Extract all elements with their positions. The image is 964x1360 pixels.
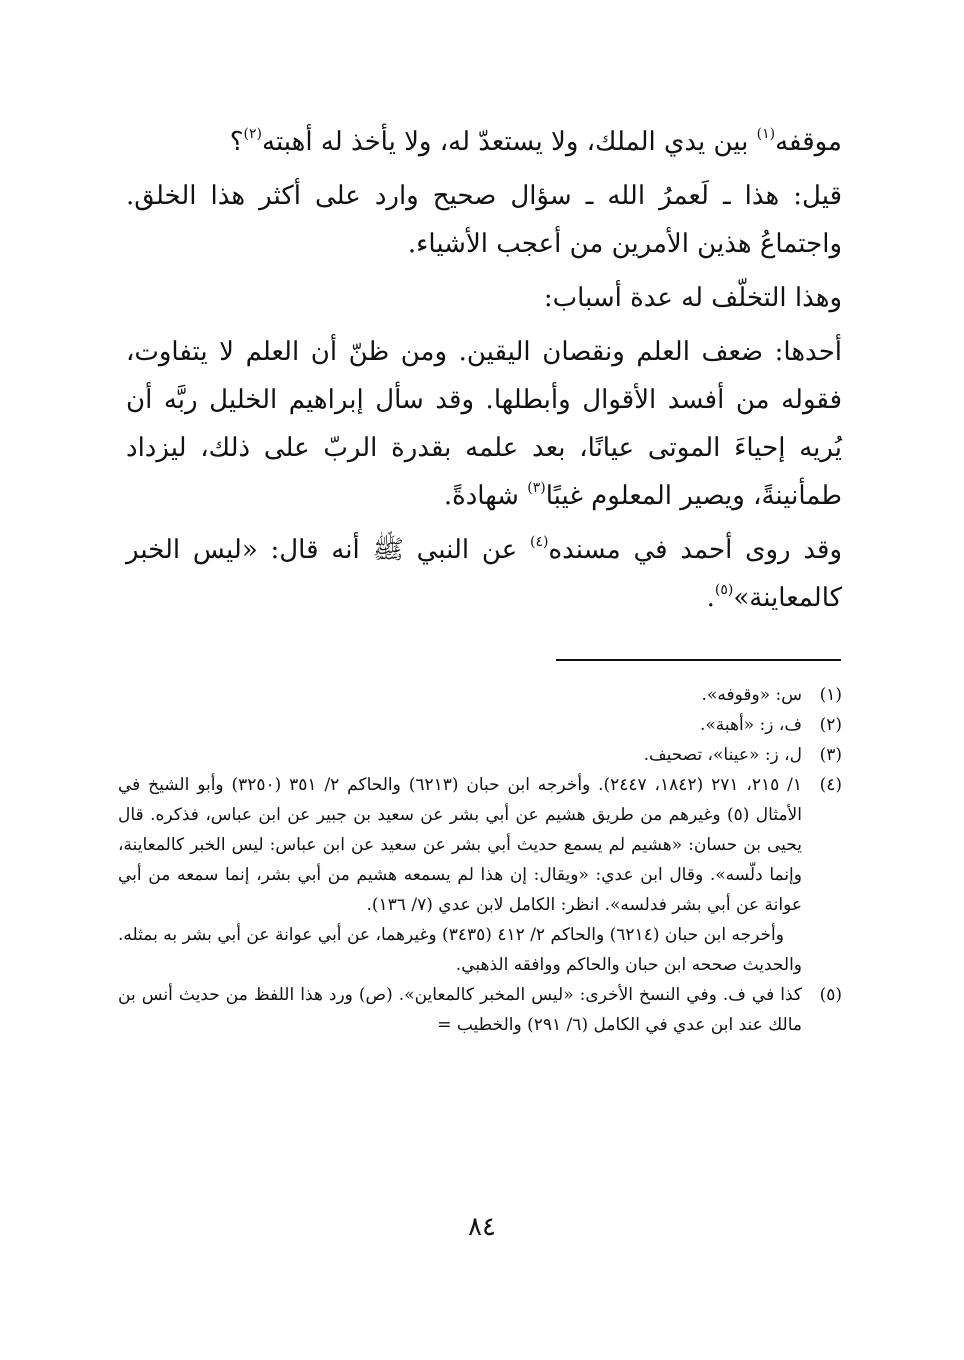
footnote-item [118, 740, 842, 770]
footnote-number: (٢) [819, 715, 842, 735]
footnote-marker: (١) [756, 126, 776, 142]
footnote-number: (٥) [819, 985, 842, 1005]
text-run: موقفه [775, 127, 842, 157]
footnote-text: ف، ز: «أهبة». [700, 715, 802, 735]
footnote-marker: (٥) [714, 582, 734, 598]
footnote-marker: (٢) [243, 126, 262, 142]
text-run: وقد روى أحمد في مسنده [548, 535, 842, 565]
footnote-number: (٤) [819, 775, 842, 795]
footnote-text: وأخرجه ابن حبان (٦٢١٤) والحاكم ٢/ ٤١٢ (٣٤٣٥) وغيرهما، عن أبي عوانة عن أبي بشر به بمثله. والحديث صححه ابن حبان والحاكم ووافقه الذهبي. [118, 925, 802, 975]
footnote-number: (١) [819, 685, 842, 705]
text-run: ؟ [229, 127, 244, 157]
footnote-body [118, 680, 802, 710]
main-paragraph [126, 172, 842, 268]
main-paragraph [126, 118, 842, 166]
footnote-item [118, 710, 842, 740]
footnote-item [118, 680, 842, 710]
main-paragraph [126, 328, 842, 520]
footnote-body [118, 770, 802, 980]
text-run: . [706, 583, 715, 613]
text-run: شهادةً. [443, 481, 528, 511]
footnote-item [118, 980, 842, 1040]
footnote-body [118, 980, 802, 1040]
text-run: أحدها: ضعف العلم ونقصان اليقين. ومن ظنّ أن العلم لا يتفاوت، فقوله من أفسد الأقوال وأبطلها. وقد سأل إبراهيم الخليل ربَّه أن يُريه إحياءَ الموتى عيانًا، بعد علمه بقدرة الربّ على ذلك، ليزداد طمأنينةً، ويصير المعلوم غيبًا [126, 337, 842, 511]
footnote-text: س: «وقوفه». [701, 685, 802, 705]
footnote-marker: (٤) [530, 534, 549, 550]
footnote-separator [556, 659, 841, 661]
footnote-text: ١/ ٢١٥، ٢٧١ (١٨٤٢، ٢٤٤٧). وأخرجه ابن حبان (٦٢١٣) والحاكم ٢/ ٣٥١ (٣٢٥٠) وأبو الشيخ في الأمثال (٥) وغيرهم من طريق هشيم عن أبي بشر عن سعيد بن جبير عن ابن عباس، فذكره. قال يحيى بن حسان: «هشيم لم يسمع حديث أبي بشر عن سعيد عن ابن عباس: ليس الخبر كالمعاينة، وإنما دلّسه». وقال ابن عدي: «ويقال: إن هذا لم يسمعه هشيم من أبي بشر، إنما سمعه من أبي عوانة عن أبي بشر فدلسه». انظر: الكامل لابن عدي (٧/ ١٣٦). [118, 775, 802, 915]
footnote-item [118, 770, 842, 980]
text-run: عن النبي ﷺ أنه قال: «ليس الخبر كالمعاينة» [126, 535, 842, 613]
main-paragraph [126, 274, 842, 322]
text-run: قيل: هذا ـ لَعمرُ الله ـ سؤال صحيح وارد على أكثر هذا الخلق. واجتماعُ هذين الأمرين من أعجب الأشياء. [126, 181, 842, 259]
page-number: ٨٤ [468, 1212, 496, 1242]
footnote-text: ل، ز: «عينا»، تصحيف. [643, 745, 802, 765]
footnotes [118, 680, 842, 1040]
text-run: بين يدي الملك، ولا يستعدّ له، ولا يأخذ له أهبته [262, 127, 757, 157]
main-paragraph [126, 526, 842, 622]
footnote-number: (٣) [819, 745, 842, 765]
text-run: وهذا التخلّف له عدة أسباب: [543, 283, 842, 313]
footnote-marker: (٣) [527, 480, 546, 496]
footnote-body [118, 710, 802, 740]
footnote-body [118, 740, 802, 770]
main-text [126, 118, 842, 622]
footnote-text: كذا في ف. وفي النسخ الأخرى: «ليس المخبر كالمعاين». (ص) ورد هذا اللفظ من حديث أنس بن مالك عند ابن عدي في الكامل (٦/ ٢٩١) والخطيب = [118, 985, 802, 1035]
